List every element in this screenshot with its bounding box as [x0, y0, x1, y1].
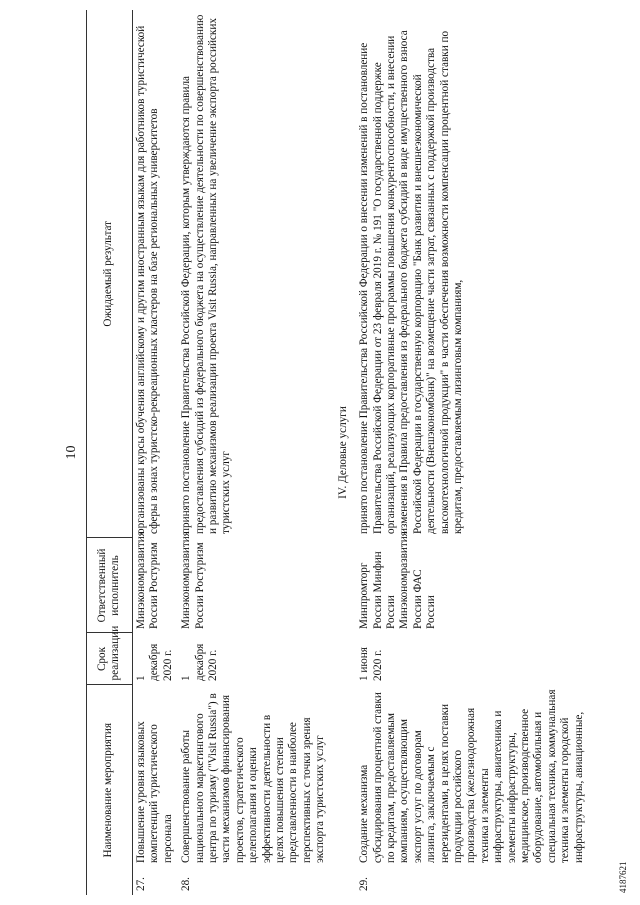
row-responsible: Минэкономразвития России Ростуризм — [180, 531, 206, 629]
document-code: 4187621 — [618, 861, 628, 893]
page-number: 10 — [64, 445, 79, 460]
row-responsible: Минпромторг России Минфин России Минэкономразвития России ФАС России — [358, 531, 438, 629]
measures-table — [86, 10, 589, 895]
row-deadline: 1 декабря 2020 г. — [135, 643, 174, 681]
row-number: 27. — [135, 877, 147, 891]
section-row — [331, 10, 356, 895]
header-result: Ожидаемый результат — [87, 10, 133, 538]
row-responsible: Минэкономразвития России Ростуризм — [135, 531, 161, 629]
row-result: принято постановление Правительства Российской Федерации, которым утверждаются правила предоставления субсидий из федерального бюджета на осуществление деятельности по совершенствованию и развитию механизмов реализации проекта Visit Russia, направленных на увеличение экспорта российских туристских услуг — [180, 14, 233, 534]
table-header-row — [87, 10, 133, 895]
table-row — [133, 10, 179, 895]
table-row — [356, 10, 589, 895]
row-number: 29. — [358, 877, 371, 891]
header-name: Наименование мероприятия — [87, 685, 133, 895]
row-result: принято постановление Правительства Российской Федерации о внесении изменений в постановление Правительства Российской Федерации от 23 февраля 2019 г. № 191 "О государственной поддержке организаций, реализующих корпоративные программы повышения конкурентоспособности, и внесении изменения в Правила предоставления из федерального бюджета субсидий в виде имущественного взноса Российской Федерации в государственную корпорацию "Банк развития и внешнеэкономической деятельности (Внешэкономбанк)" на возмещение части затрат, связанных с поддержкой производства высокотехнологичной продукции" в части обеспечения возможности компенсации процентной ставки по кредитам, предоставляемым лизинговым компаниям, — [358, 30, 464, 534]
header-deadline: Срок реализации — [87, 633, 133, 685]
row-name: Создание механизма субсидирования процентной ставки по кредитам, предоставляемым компаниям, осуществляющим экспорт услуг по договорам лизинга, заключаемым с нерезидентами, в целях поставки продукции российского производства (железнодорожная техника и элементы инфраструктуры, авиатехника и элементы инфраструктуры, медицинское, производственное оборудование, автомобильная и специальная техника, коммунальная техника и элементы городской инфраструктуры, авиационные, — [358, 689, 585, 863]
section-title: IV. Деловые услуги — [336, 406, 349, 499]
row-number: 28. — [180, 877, 193, 891]
table-row — [178, 10, 330, 895]
row-result: организованы курсы обучения английскому и другим иностранным языкам для работников туристической сферы в зонах туристско-рекреационных кластеров на базе региональных университетов — [135, 25, 161, 534]
row-deadline: 1 декабря 2020 г. — [180, 643, 220, 681]
header-responsible: Ответственный исполнитель — [87, 538, 133, 633]
row-name: Повышение уровня языковых компетенций туристического персонала — [135, 721, 174, 863]
row-name: Совершенствование работы национального маркетингового центра по туризму ("Visit Russia") в части механизмов финансирования проектов, стратегического целеполагания и оценки эффективности деятельности в целях повышения степени представленности в наиболее перспективных с точки зрения экспорта туристских услуг — [180, 693, 327, 863]
row-deadline: 1 июня 2020 г. — [358, 647, 384, 681]
